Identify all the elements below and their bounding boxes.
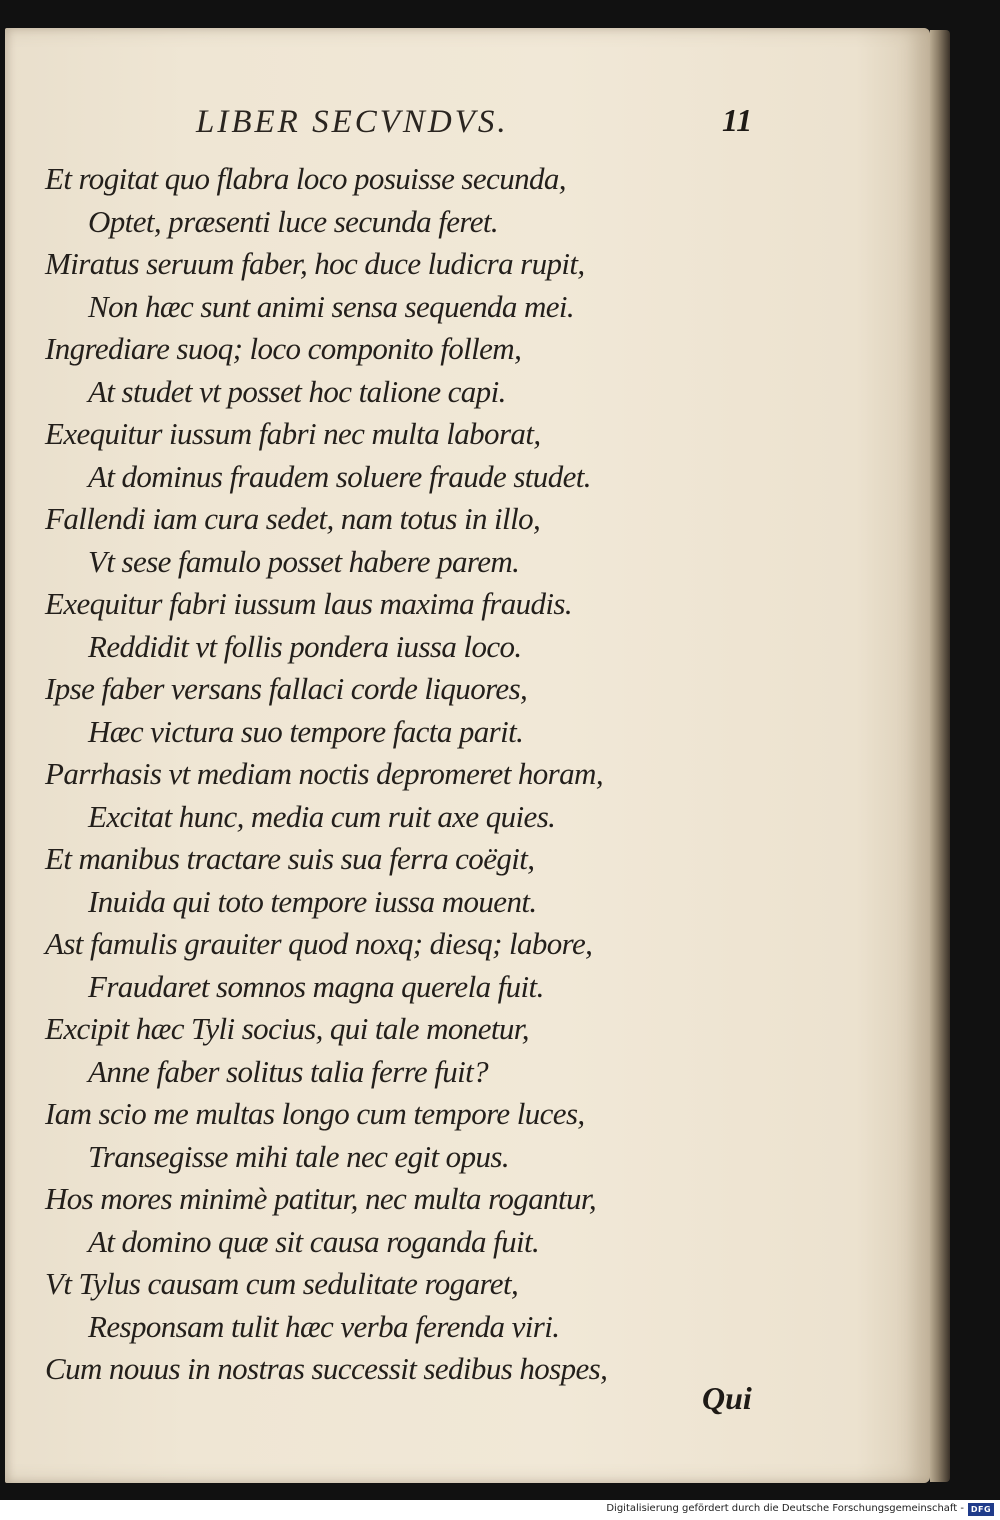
verse-text xyxy=(0,158,935,1391)
verse-line: Transegisse mihi tale nec egit opus. xyxy=(88,1138,509,1174)
folio-number: 11 xyxy=(722,102,753,138)
verse-line: Exequitur iussum fabri nec multa laborat, xyxy=(45,416,541,451)
verse-line: Fraudaret somnos magna querela fuit. xyxy=(88,968,544,1004)
verse-line: Iam scio me multas longo cum tempore luces, xyxy=(45,1096,585,1131)
verse-line: Exequitur fabri iussum laus maxima fraudis. xyxy=(45,586,573,621)
page-header xyxy=(0,100,935,150)
verse-line: Inuida qui toto tempore iussa mouent. xyxy=(88,883,537,919)
verse-line: Et rogitat quo flabra loco posuisse secunda, xyxy=(45,161,566,196)
verse-line: Ipse faber versans fallaci corde liquores, xyxy=(45,671,528,706)
running-title: LIBER SECVNDVS. xyxy=(196,104,509,140)
verse-line: Fallendi iam cura sedet, nam totus in illo, xyxy=(45,501,541,536)
verse-line: Anne faber solitus talia ferre fuit? xyxy=(88,1053,489,1089)
verse-line: Optet, præsenti luce secunda feret. xyxy=(88,203,499,239)
credit-text: Digitalisierung gefördert durch die Deutsche Forschungsgemeinschaft - xyxy=(606,1503,964,1514)
catchword: Qui xyxy=(702,1380,752,1416)
verse-line: Non hæc sunt animi sensa sequenda mei. xyxy=(88,288,575,324)
verse-line: At dominus fraudem soluere fraude studet. xyxy=(88,458,591,494)
credit-bar xyxy=(0,1500,1000,1520)
verse-line: At studet vt posset hoc talione capi. xyxy=(88,373,506,409)
dfg-logo[interactable]: DFG xyxy=(968,1503,994,1516)
verse-line: Miratus seruum faber, hoc duce ludicra rupit, xyxy=(45,246,585,281)
verse-line: Hæc victura suo tempore facta parit. xyxy=(88,713,524,749)
verse-line: Responsam tulit hæc verba ferenda viri. xyxy=(88,1308,560,1344)
verse-line: Excitat hunc, media cum ruit axe quies. xyxy=(88,798,556,834)
verse-line: Hos mores minimè patitur, nec multa rogantur, xyxy=(45,1181,597,1216)
verse-line: Vt Tylus causam cum sedulitate rogaret, xyxy=(45,1266,519,1301)
verse-line: Cum nouus in nostras successit sedibus hospes, xyxy=(45,1351,608,1386)
verse-line: Reddidit vt follis pondera iussa loco. xyxy=(88,628,522,664)
verse-line: At domino quæ sit causa roganda fuit. xyxy=(88,1223,540,1259)
verse-line: Ingrediare suoq; loco componito follem, xyxy=(45,331,522,366)
verse-line: Excipit hæc Tyli socius, qui tale monetur, xyxy=(45,1011,529,1046)
verse-line: Ast famulis grauiter quod noxq; diesq; labore, xyxy=(45,926,593,961)
verse-line: Et manibus tractare suis sua ferra coëgit, xyxy=(45,841,535,876)
verse-line: Parrhasis vt mediam noctis depromeret horam, xyxy=(45,756,603,791)
verse-line: Vt sese famulo posset habere parem. xyxy=(88,543,520,579)
